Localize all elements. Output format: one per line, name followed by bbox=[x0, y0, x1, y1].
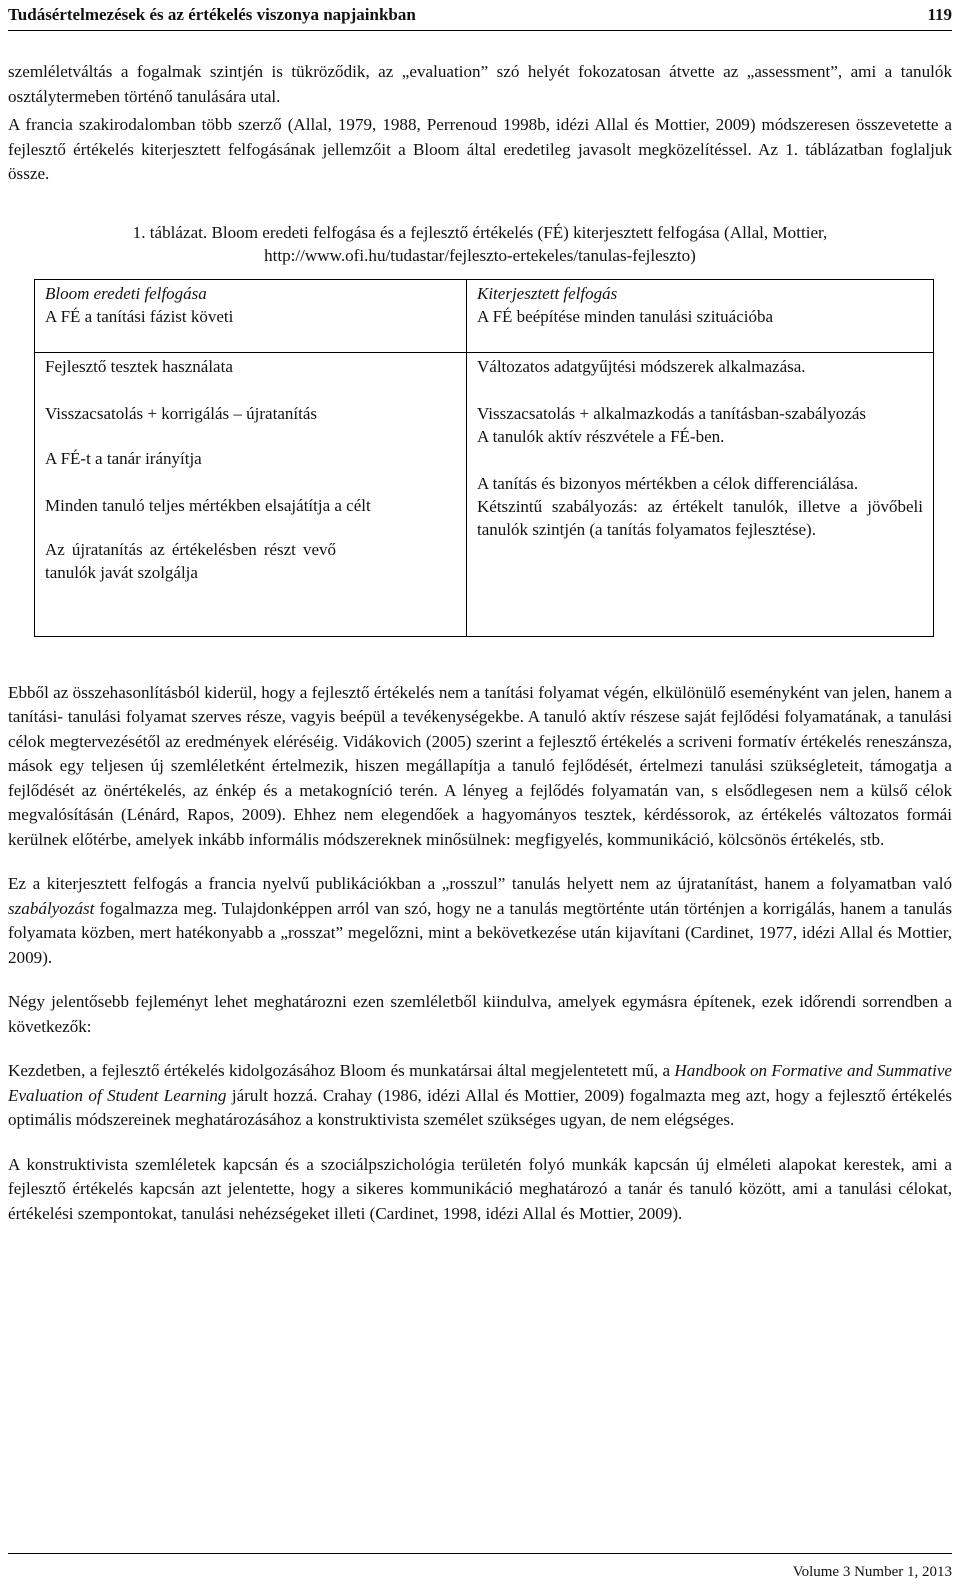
paragraph-developments: Négy jelentősebb fejleményt lehet meghatározni ezen szemléletből kiindulva, amelyek egymásra építenek, ezek időrendi sorrendben a következők: bbox=[8, 992, 952, 1036]
paragraph-intro-1: szemléletváltás a fogalmak szintjén is tükröződik, az „evaluation” szó helyét fokozatosan átvette az „assessment”, ami a tanulók osztálytermeben történő tanulására utal. bbox=[8, 62, 952, 106]
table-cell-right bbox=[467, 352, 934, 636]
paragraph-intro-2: A francia szakirodalomban több szerző (Allal, 1979, 1988, Perrenoud 1998b, idézi Allal és Mottier, 2009) módszeresen összevetette a fejlesztő értékelés kiterjesztett felfogásának jellemzőit a Bloom által eredetileg javasolt megközelítéssel. Az 1. táblázatban foglaljuk össze. bbox=[8, 115, 952, 183]
table-cell: Az újratanítás az értékelésben részt vevő tanulók javát szolgálja bbox=[45, 539, 336, 582]
table-cell: A FÉ beépítése minden tanulási szituációba bbox=[477, 306, 774, 326]
table-cell: Visszacsatolás + alkalmazkodás a tanításban-szabályozás bbox=[477, 403, 867, 423]
paragraph-comparison: Ebből az összehasonlításból kiderül, hogy a fejlesztő értékelés nem a tanítási folyamat végén, elkülönülő eseményként van jelen, hanem a tanítási- tanulási folyamat szerves része, vagyis beépül a tevékenységekbe. A tanuló aktív részese saját fejlődési folyamatának, a tanulási célok megtervezésétől az eredmények eléréséig. Vidákovich (2005) szerint a fejlesztő értékelés a scriveni formatív értékelés reneszánsza, mások egy teljesen új szemléletként értelmezik, hiszen megállapítja a tanuló fejlődését, értelmezi tanulási szükségleteit, támogatja a fejlődését az önértékelés, az énkép és a metakogníció terén. A lényeg a fejlődés folyamatán van, s elsődlegesen nem a külső célok megvalósításán (Lénárd, Rapos, 2009). Ehhez nem elegendőek a hagyományos tesztek, kérdéssorok, az értékelés változatos formái kerülnek előtérbe, amelyek inkább informális módszereknek minősülnek: megfigyelés, kommunikáció, kölcsönös értékelés, stb. bbox=[8, 682, 952, 849]
table-cell: Változatos adatgyűjtési módszerek alkalmazása. bbox=[477, 356, 806, 376]
paragraph-handbook-b: járult hozzá. Crahay (1986, idézi Allal és Mottier, 2009) fogalmazta meg azt, hogy a fejlesztő értékelés optimális módszereinek meghatározásához a konstruktivista személet szükséges ugyan, de nem elégséges. bbox=[8, 1085, 952, 1129]
table-header-right bbox=[467, 279, 934, 352]
page-footer bbox=[8, 1553, 952, 1590]
table-cell: A FÉ a tanítási fázist követi bbox=[45, 306, 234, 326]
table-caption-line-2: http://www.ofi.hu/tudastar/fejleszto-ertekeles/tanulas-fejleszto) bbox=[264, 245, 696, 265]
paragraph-handbook-a: Kezdetben, a fejlesztő értékelés kidolgozásához Bloom és munkatársai által megjelentetett mű, a bbox=[8, 1061, 675, 1080]
table-cell: A FÉ-t a tanár irányítja bbox=[45, 448, 202, 468]
paragraph-regulation-a: Ez a kiterjesztett felfogás a francia nyelvű publikációkban a „rosszul” tanulás helyett nem az újratanítást, hanem a folyamatban való bbox=[8, 874, 952, 893]
table-row bbox=[35, 352, 934, 636]
header-right-text: Kiterjesztett felfogás bbox=[477, 283, 618, 303]
page-content bbox=[8, 60, 952, 1226]
table-caption bbox=[8, 221, 952, 267]
table-header-row bbox=[35, 279, 934, 352]
table-cell: Minden tanuló teljes mértékben elsajátítja a célt bbox=[45, 495, 371, 515]
paragraph-constructivist: A konstruktivista szemléletek kapcsán és a szociálpszichológia területén folyó munkák kapcsán új elméleti alapokat kerestek, ami a fejlesztő értékelés kapcsán azt jelentette, hogy a sikeres kommunikáció meghatározó a tanár és tanuló között, ami a tanulási célokat, értékelési szempontokat, tanulási nehézségeket illeti (Cardinet, 1998, idézi Allal és Mottier, 2009). bbox=[8, 1154, 952, 1223]
running-header bbox=[8, 0, 952, 31]
table-cell-left bbox=[35, 352, 467, 636]
table-cell: A tanulók aktív részvétele a FÉ-ben. bbox=[477, 426, 725, 446]
table-cell: Fejlesztő tesztek használata bbox=[45, 356, 233, 376]
paragraph-regulation-b: fogalmazza meg. Tulajdonképpen arról van szó, hogy ne a tanulás megtörténte után történjen a korrigálás, hanem a tanulás folyamata közben, mert hatékonyabb a „rosszat” megelőzni, mint a bekövetkezése után kijavítani (Cardinet, 1977, idézi Allal és Mottier, 2009). bbox=[8, 898, 952, 967]
table-header-left bbox=[35, 279, 467, 352]
table-cell: Kétszintű szabályozás: az értékelt tanulók, illetve a jövőbeli tanulók szintjén (a tanítás folyamatos fejlesztése). bbox=[477, 496, 923, 539]
paragraph-regulation bbox=[8, 872, 952, 970]
header-left-text: Bloom eredeti felfogása bbox=[45, 283, 207, 303]
table-cell: Visszacsatolás + korrigálás – újratanítás bbox=[45, 403, 317, 423]
table-cell: A tanítás és bizonyos mértékben a célok differenciálása. bbox=[477, 473, 859, 493]
journal-volume: Volume 3 Number 1, 2013 bbox=[792, 1564, 952, 1580]
running-title: Tudásértelmezések és az értékelés viszonya napjainkban bbox=[8, 5, 416, 24]
table-caption-line-1: 1. táblázat. Bloom eredeti felfogása és a fejlesztő értékelés (FÉ) kiterjesztett felfogása (Allal, Mottier, bbox=[132, 222, 828, 242]
page-number: 119 bbox=[927, 5, 952, 24]
comparison-table bbox=[34, 279, 934, 637]
handbook-title: Handbook on Formative and Summative Evaluation of Student Learning bbox=[8, 1061, 952, 1105]
paragraph-handbook bbox=[8, 1059, 952, 1133]
paragraph-regulation-italic: szabályozást bbox=[8, 898, 95, 918]
